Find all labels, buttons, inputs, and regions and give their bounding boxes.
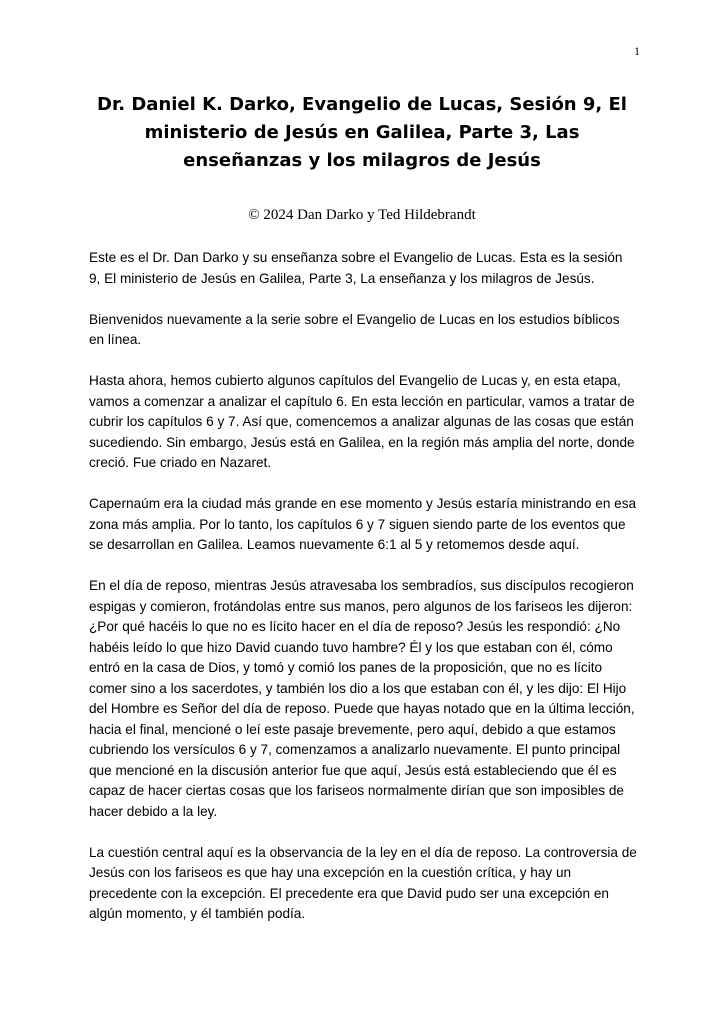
page-number: 1 — [634, 44, 640, 58]
paragraph: Capernaúm era la ciudad más grande en ese momento y Jesús estaría ministrando en esa zona más amplia. Por lo tanto, los capítulos 6 y 7 siguen siendo parte de los eventos que se desarrollan en Galilea. Leamos nuevamente 6:1 al 5 y retomemos desde aquí. — [89, 496, 637, 552]
paragraph: La cuestión central aquí es la observancia de la ley en el día de reposo. La controversia de Jesús con los fariseos es que hay una excepción en la cuestión crítica, y hay un precedente con la excepción. El precedente era que David pudo ser una excepción en algún momento, y él también podía. — [89, 844, 637, 921]
paragraph: Hasta ahora, hemos cubierto algunos capítulos del Evangelio de Lucas y, en esta etapa, vamos a comenzar a analizar el capítulo 6. En esta lección en particular, vamos a tratar de cubrir los capítulos 6 y 7. Así que, comencemos a analizar algunas de las cosas que están sucediendo. Sin embargo, Jesús está en Galilea, en la región más amplia del norte, donde creció. Fue criado en Nazaret. — [89, 373, 635, 470]
paragraph: Bienvenidos nuevamente a la serie sobre el Evangelio de Lucas en los estudios bíblicos en línea. — [89, 311, 620, 347]
paragraph: En el día de reposo, mientras Jesús atravesaba los sembradíos, sus discípulos recogieron espigas y comieron, frotándolas entre sus manos, pero algunos de los fariseos les dijeron: ¿Por qué hacéis lo que no es lícito hacer en el día de reposo? Jesús les respondió: ¿No habéis leído lo que hizo David cuando tuvo hambre? Él y los que estaban con él, cómo entró en la casa de Dios, y tomó y comió los panes de la proposición, que no es lícito comer sino a los sacerdotes, y también los dio a los que estaban con él, y les dijo: El Hijo del Hombre es Señor del día de reposo. Puede que hayas notado que en la última lección, hacia el final, mencioné o leí este pasaje brevemente, pero aquí, debido a que estamos cubriendo los versículos 6 y 7, comenzamos a analizarlo nuevamente. El punto principal que mencioné en la discusión anterior fue que aquí, Jesús está estableciendo que él es capaz de hacer ciertas cosas que los fariseos normalmente dirían que son imposibles de hacer debido a la ley. — [89, 578, 635, 819]
paragraph: Este es el Dr. Dan Darko y su enseñanza sobre el Evangelio de Lucas. Esta es la sesión 9, El ministerio de Jesús en Galilea, Parte 3, La enseñanza y los milagros de Jesús. — [89, 250, 623, 286]
copyright-line: © 2024 Dan Darko y Ted Hildebrandt — [248, 207, 476, 223]
body-text — [89, 248, 637, 945]
document-title: Dr. Daniel K. Darko, Evangelio de Lucas, Sesión 9, El ministerio de Jesús en Galilea, Parte 3, Las enseñanzas y los milagros de Jesús — [97, 94, 627, 171]
